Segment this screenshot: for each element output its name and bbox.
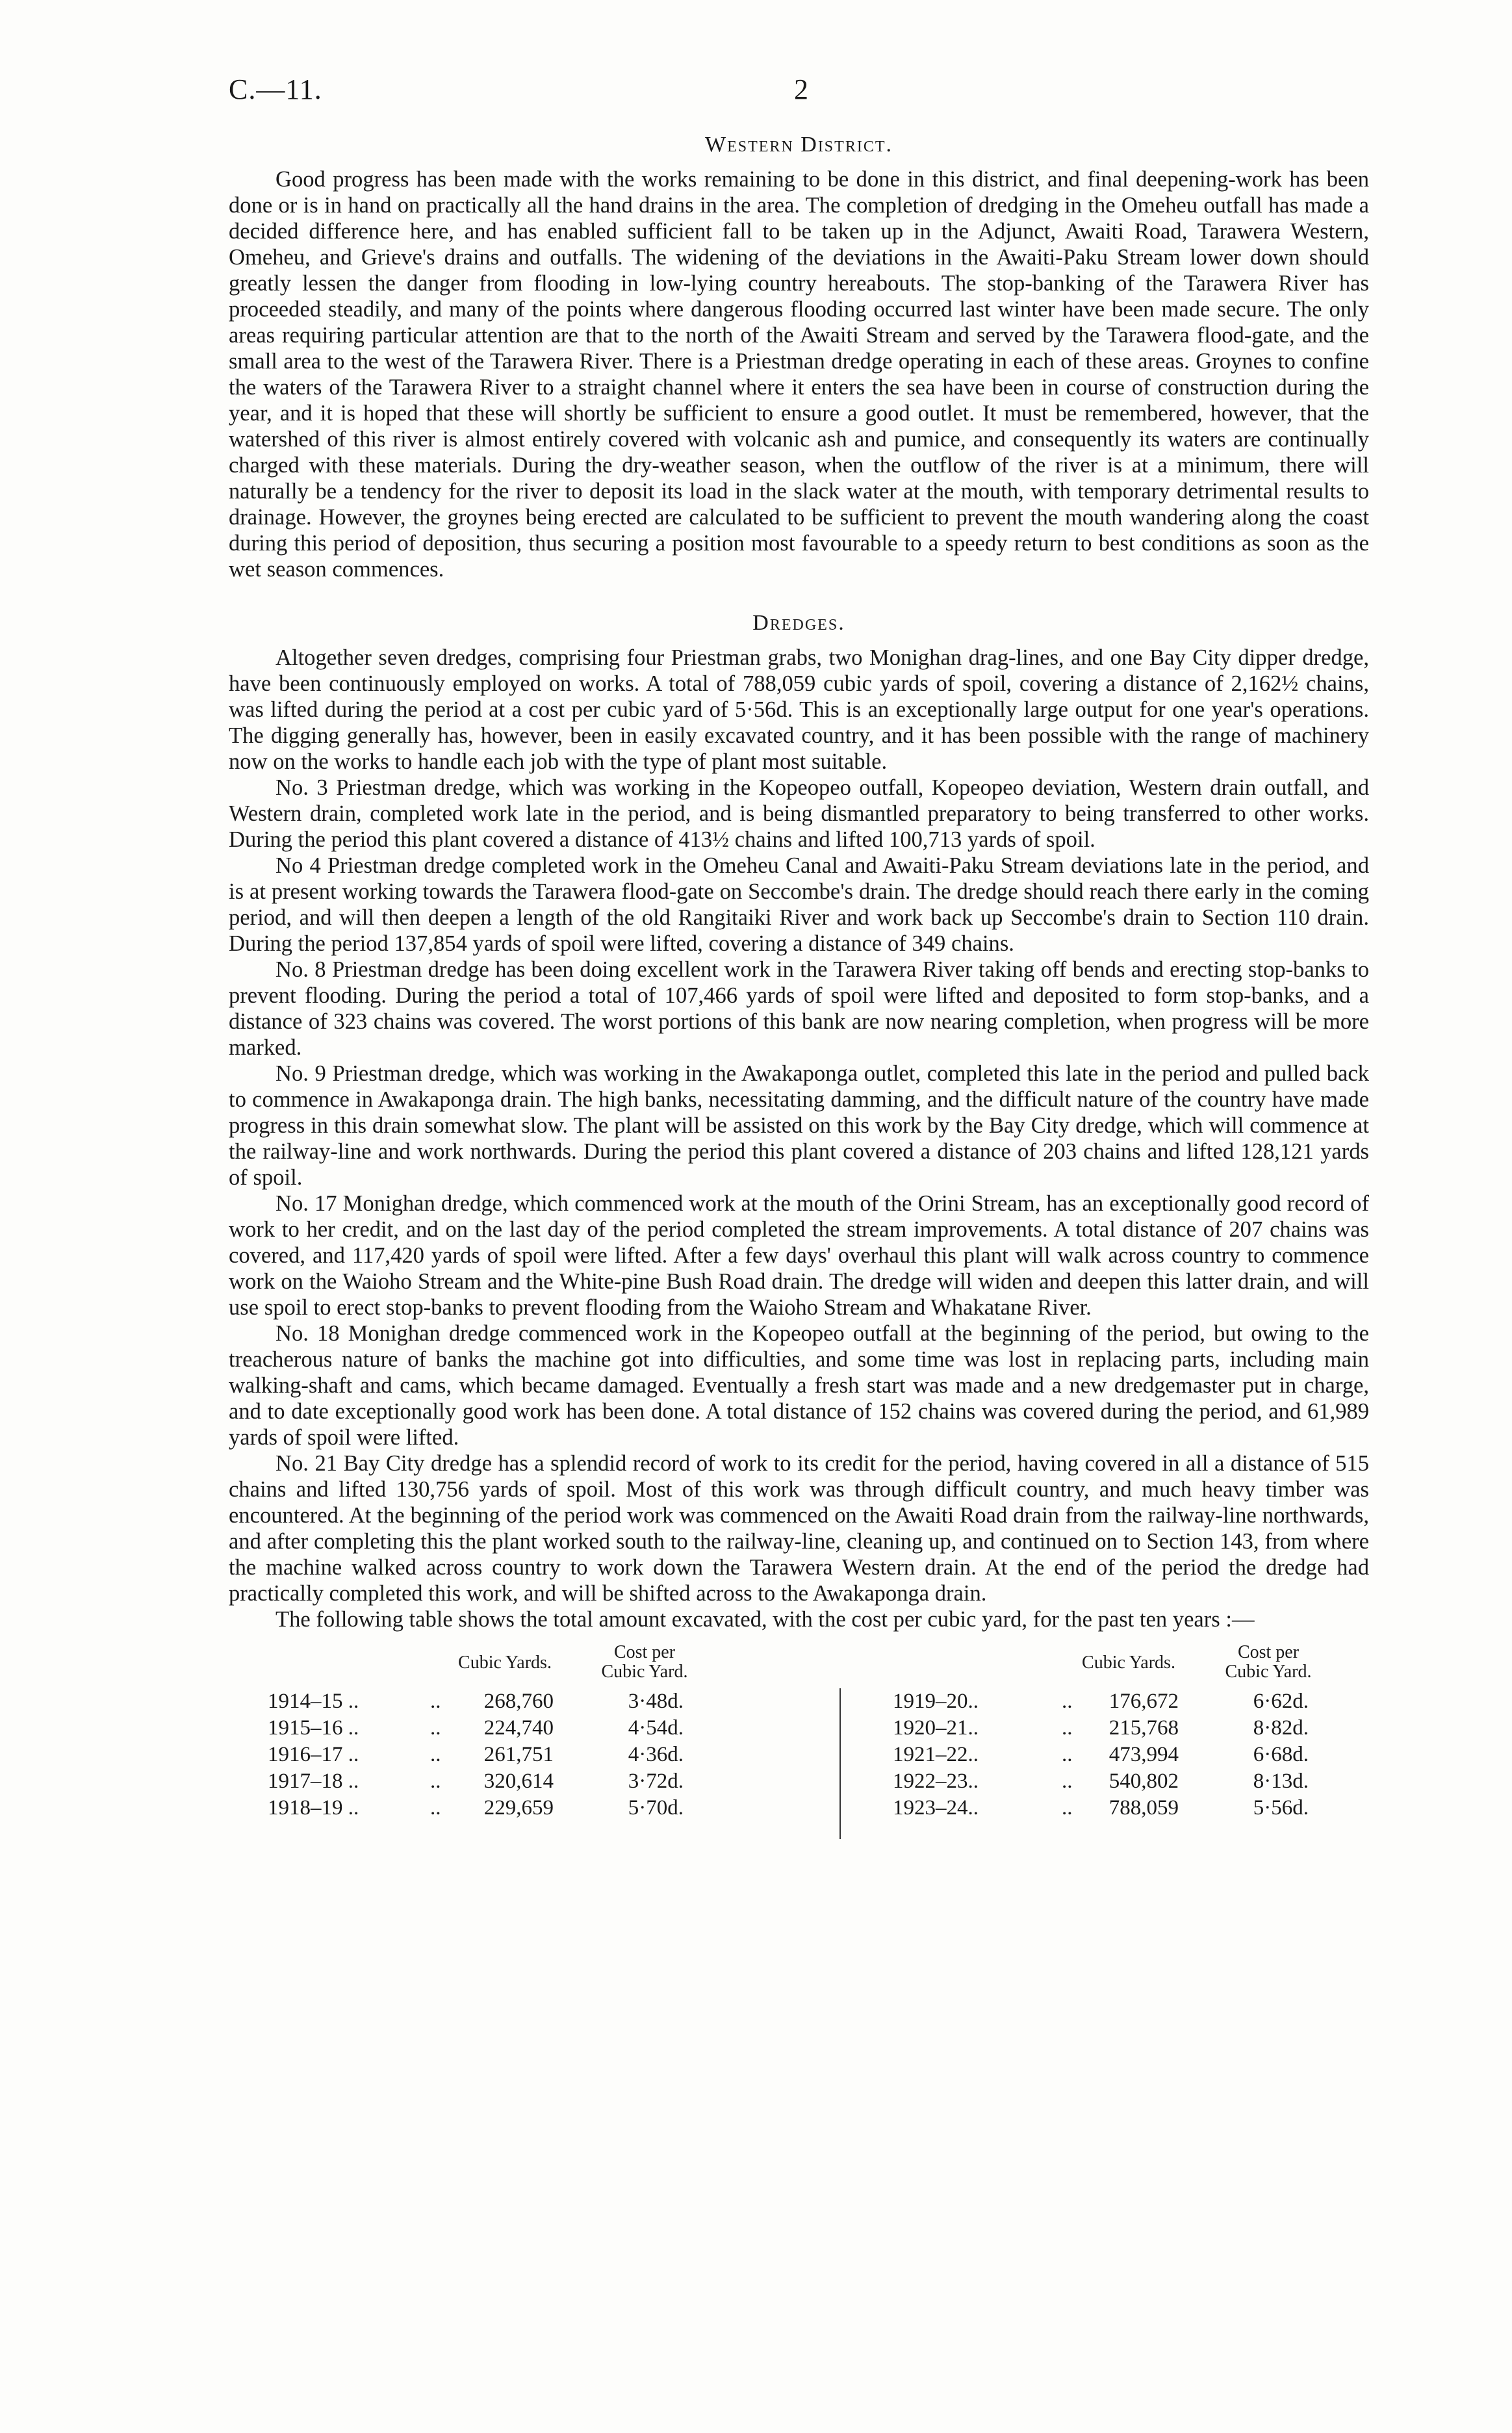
cost-cell: 8·13d. — [1253, 1770, 1309, 1793]
cubic-yards-cell: 788,059 — [1108, 1796, 1179, 1820]
paragraph-western-district: Good progress has been made with the works remaining to be done in this district, and final deepening-work has been done or is in hand on practically all the hand drains in the area. The completion of dredging in the Omeheu outfall has made a decided difference here, and has enabled sufficient fall to be taken up in the Adjunct, Awaiti Road, Tarawera Western, Omeheu, and Grieve's drains and outfalls. The widening of the deviations in the Awaiti-Paku Stream lower down should greatly lessen the danger from flooding in low-lying country hereabouts. The stop-banking of the Tarawera River has proceeded steadily, and many of the points where dangerous flooding occurred last winter have been made secure. The only areas requiring particular attention are that to the north of the Awaiti Stream and served by the Tarawera flood-gate, and the small area to the west of the Tarawera River. There is a Priestman dredge operating in each of these areas. Groynes to confine the waters of the Tarawera River to a straight channel where it enters the sea have been in course of construction during the year, and it is hoped that these will shortly be sufficient to ensure a good outlet. It must be remembered, however, that the watershed of this river is almost entirely covered with volcanic ash and pumice, and consequently its waters are continually charged with these materials. During the dry-weather season, when the outflow of the river is at a minimum, there will naturally be a tendency for the river to deposit its load in the slack water at the mouth, with temporary detrimental results to drainage. However, the groynes being erected are calculated to be sufficient to prevent the mouth wandering along the coast during this period of deposition, thus securing a position most favourable to a speedy return to best conditions as soon as the wet season commences. — [229, 167, 1369, 582]
dot-leader: .. — [1062, 1716, 1073, 1740]
year-cell: 1915–16 .. — [268, 1716, 359, 1740]
document-reference: C.—11. — [229, 73, 322, 105]
table-row — [867, 1688, 1387, 1715]
cost-cell: 4·36d. — [628, 1743, 684, 1766]
cubic-yards-cell: 320,614 — [483, 1770, 554, 1793]
cubic-yards-cell: 473,994 — [1108, 1743, 1179, 1766]
page-header — [229, 73, 1356, 112]
cubic-yards-cell: 261,751 — [483, 1743, 554, 1766]
dot-leader: .. — [430, 1743, 441, 1766]
table-row — [268, 1688, 807, 1715]
paragraph-dredge-no-8: No. 8 Priestman dredge has been doing excellent work in the Tarawera River taking off bends and erecting stop-banks to prevent flooding. During the period a total of 107,466 yards of spoil were lifted and deposited to form stop-banks, and a distance of 323 chains was covered. The worst portions of this bank are now nearing completion, when progress will be more marked. — [229, 957, 1369, 1060]
year-cell: 1917–18 .. — [268, 1770, 359, 1793]
table-left-half — [268, 1636, 807, 1822]
cost-cell: 3·72d. — [628, 1770, 684, 1793]
cubic-yards-cell: 540,802 — [1108, 1770, 1179, 1793]
dot-leader: .. — [430, 1770, 441, 1793]
table-row — [867, 1715, 1387, 1742]
cubic-yards-cell: 224,740 — [483, 1716, 554, 1740]
dot-leader: .. — [1062, 1690, 1073, 1713]
table-intro: The following table shows the total amount excavated, with the cost per cubic yard, for the past ten years :— — [275, 1607, 1255, 1632]
page-number: 2 — [794, 73, 808, 105]
table-row — [268, 1768, 807, 1795]
column-header-cost-per-cubic-yard: Cost per Cubic Yard. — [1225, 1642, 1312, 1682]
year-cell: 1920–21.. — [893, 1716, 979, 1740]
excavation-table — [229, 1636, 1369, 1870]
year-cell: 1916–17 .. — [268, 1743, 359, 1766]
paragraph-dredge-no-18: No. 18 Monighan dredge commenced work in the Kopeopeo outfall at the beginning of the period, but owing to the treacherous nature of banks the machine got into difficulties, and some time was lost in replacing parts, including main walking-shaft and cams, which became damaged. Eventually a fresh start was made and a new dredgemaster put in charge, and to date exceptionally good work has been done. A total distance of 152 chains was covered during the period, and 61,989 yards of spoil were lifted. — [229, 1321, 1369, 1450]
table-header-left — [268, 1636, 807, 1688]
paragraph-dredge-no-4: No 4 Priestman dredge completed work in the Omeheu Canal and Awaiti-Paku Stream deviations late in the period, and is at present working towards the Tarawera flood-gate on Seccombe's drain. The dredge should reach there early in the coming period, and will then deepen a length of the old Rangitaiki River and work back up Seccombe's drain to Section 110 drain. During the period 137,854 yards of spoil were lifted, covering a distance of 349 chains. — [229, 853, 1369, 956]
table-row — [268, 1715, 807, 1742]
table-right-half — [839, 1688, 1387, 1839]
cost-cell: 6·62d. — [1253, 1690, 1309, 1713]
cost-cell: 3·48d. — [628, 1690, 684, 1713]
paragraph-dredge-no-3: No. 3 Priestman dredge, which was working in the Kopeopeo outfall, Kopeopeo deviation, Western drain outfall, and Western drain, completed work late in the period, and is being dismantled preparatory to being transferred to other works. During the period this plant covered a distance of 413½ chains and lifted 100,713 yards of spoil. — [229, 775, 1369, 852]
paragraph-dredge-no-9: No. 9 Priestman dredge, which was working in the Awakaponga outlet, completed this late in the period and pulled back to commence in Awakaponga drain. The high banks, necessitating damming, and the difficult nature of the country have made progress in this drain somewhat slow. The plant will be assisted on this work by the Bay City dredge, which will commence at the railway-line and work northwards. During the period this plant covered a distance of 203 chains and lifted 128,121 yards of spoil. — [229, 1061, 1369, 1190]
cubic-yards-cell: 268,760 — [483, 1690, 554, 1713]
cost-cell: 5·70d. — [628, 1796, 684, 1820]
column-header-cubic-yards: Cubic Yards. — [1082, 1653, 1175, 1673]
table-row — [867, 1768, 1387, 1795]
table-row — [268, 1795, 807, 1822]
dot-leader: .. — [430, 1796, 441, 1820]
table-header-right — [839, 1636, 1385, 1688]
column-header-cubic-yards: Cubic Yards. — [458, 1653, 552, 1673]
dot-leader: .. — [430, 1690, 441, 1713]
cost-cell: 8·82d. — [1253, 1716, 1309, 1740]
year-cell: 1922–23.. — [893, 1770, 979, 1793]
year-cell: 1918–19 .. — [268, 1796, 359, 1820]
paragraph-dredge-no-21: No. 21 Bay City dredge has a splendid record of work to its credit for the period, having covered in all a distance of 515 chains and lifted 130,756 yards of spoil. Most of this work was through difficult country, and much heavy timber was encountered. At the beginning of the period work was commenced on the Awaiti Road drain from the railway-line northwards, and after completing this the plant worked south to the railway-line, cleaning up, and continued on to Section 143, from where the machine walked across country to work down the Tarawera Western drain. At the end of the period the dredge had practically completed this work, and will be shifted across to the Awakaponga drain. — [229, 1451, 1369, 1606]
section-title-western-district: Western District. — [705, 133, 893, 157]
cost-cell: 5·56d. — [1253, 1796, 1309, 1820]
paragraph-dredges-summary: Altogether seven dredges, comprising four Priestman grabs, two Monighan drag-lines, and one Bay City dipper dredge, have been continuously employed on works. A total of 788,059 cubic yards of spoil, covering a distance of 2,162½ chains, was lifted during the period at a cost per cubic yard of 5·56d. This is an exceptionally large output for one year's operations. The digging generally has, however, been in easily excavated country, and it has been possible with the range of machinery now on the works to handle each job with the type of plant most suitable. — [229, 645, 1369, 774]
cost-cell: 6·68d. — [1253, 1743, 1309, 1766]
cubic-yards-cell: 215,768 — [1108, 1716, 1179, 1740]
table-row — [268, 1742, 807, 1768]
table-row — [867, 1795, 1387, 1822]
section-title-dredges: Dredges. — [752, 611, 845, 635]
dot-leader: .. — [1062, 1770, 1073, 1793]
paragraph-dredge-no-17: No. 17 Monighan dredge, which commenced work at the mouth of the Orini Stream, has an exceptionally good record of work to her credit, and on the last day of the period completed the stream improvements. A total distance of 207 chains was covered, and 117,420 yards of spoil were lifted. After a few days' overhaul this plant will walk across country to commence work on the Waioho Stream and the White-pine Bush Road drain. The dredge will widen and deepen this latter drain, and will use spoil to erect stop-banks to prevent flooding from the Waioho Stream and Whakatane River. — [229, 1191, 1369, 1320]
table-row — [867, 1742, 1387, 1768]
dot-leader: .. — [1062, 1743, 1073, 1766]
column-header-cost-per-cubic-yard: Cost per Cubic Yard. — [601, 1642, 688, 1682]
page-body — [229, 130, 1369, 1870]
dot-leader: .. — [1062, 1796, 1073, 1820]
cubic-yards-cell: 229,659 — [483, 1796, 554, 1820]
cubic-yards-cell: 176,672 — [1108, 1690, 1179, 1713]
dot-leader: .. — [430, 1716, 441, 1740]
year-cell: 1921–22.. — [893, 1743, 979, 1766]
year-cell: 1919–20.. — [893, 1690, 979, 1713]
year-cell: 1914–15 .. — [268, 1690, 359, 1713]
cost-cell: 4·54d. — [628, 1716, 684, 1740]
year-cell: 1923–24.. — [893, 1796, 979, 1820]
table-header-right-row — [839, 1636, 1385, 1688]
